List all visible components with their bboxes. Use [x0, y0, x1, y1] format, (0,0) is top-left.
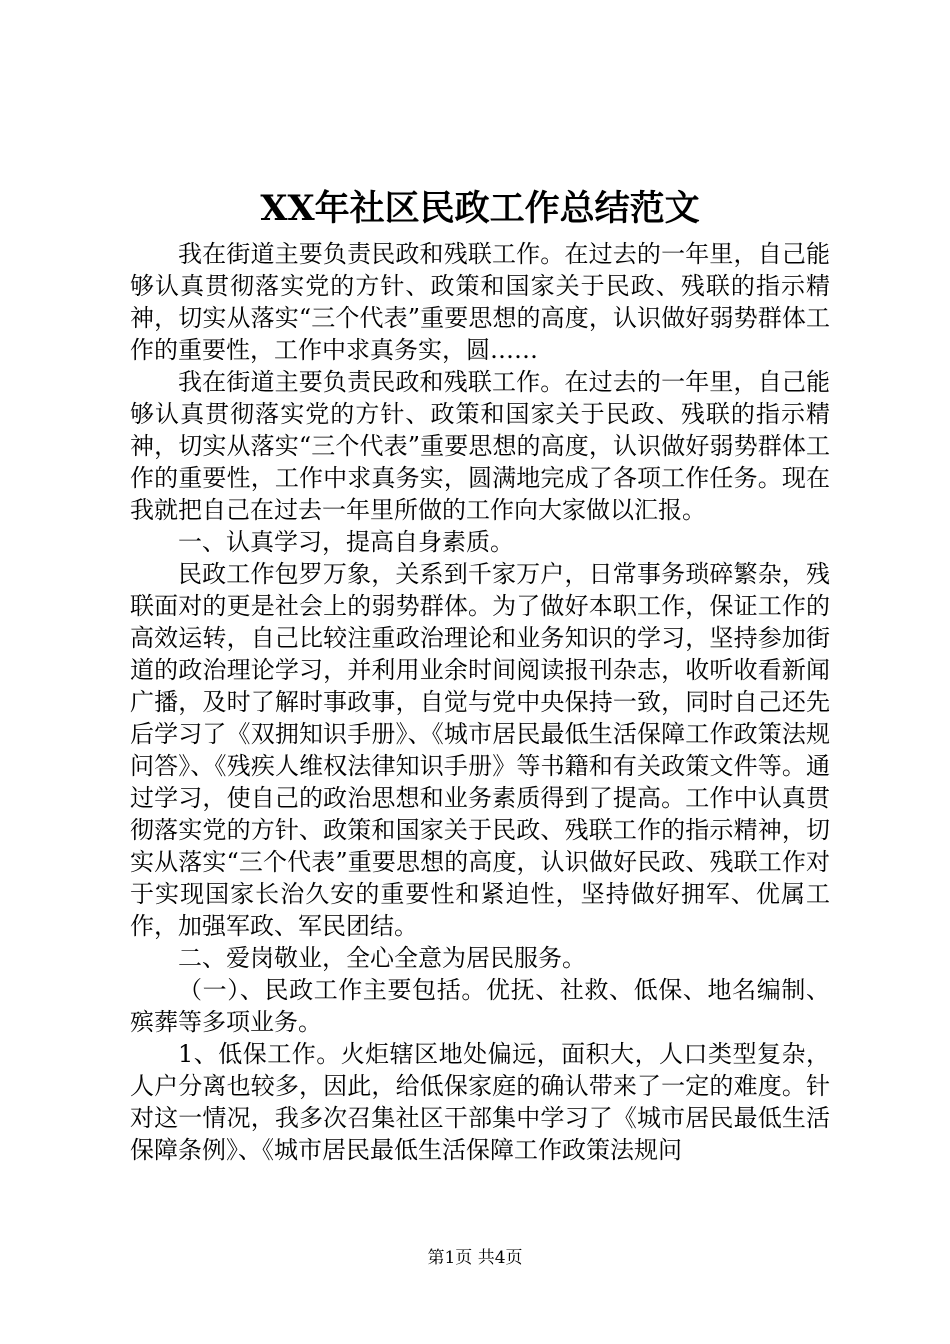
page-number-footer: 第1页 共4页 [427, 1248, 523, 1268]
section-heading-study: 一、认真学习，提高自身素质。 [178, 528, 514, 556]
paragraph-summary: 我在街道主要负责民政和残联工作。在过去的一年里，自己能够认真贯彻落实党的方针、政策和国家关于民政、残联的指示精神，切实从落实“三个代表”重要思想的高度，认识做好弱势群体工作的重要性，工作中求真务实，圆…… [130, 240, 830, 364]
paragraph-low-income: 1、低保工作。火炬辖区地处偏远，面积大，人口类型复杂，人户分离也较多，因此，给低保家庭的确认带来了一定的难度。针对这一情况，我多次召集社区干部集中学习了《城市居民最低生活保障条例》、《城市居民最低生活保障工作政策法规问 [130, 1040, 830, 1164]
paragraph-civil-affairs: （一）、民政工作主要包括。优抚、社救、低保、地名编制、殡葬等多项业务。 [130, 976, 830, 1036]
paragraph-study: 民政工作包罗万象，关系到千家万户，日常事务琐碎繁杂，残联面对的更是社会上的弱势群体。为了做好本职工作，保证工作的高效运转，自己比较注重政治理论和业务知识的学习，坚持参加街道的政治理论学习，并利用业余时间阅读报刊杂志，收听收看新闻广播，及时了解时事政事，自觉与党中央保持一致，同时自己还先后学习了《双拥知识手册》、《城市居民最低生活保障工作政策法规问答》、《残疾人维权法律知识手册》等书籍和有关政策文件等。通过学习，使自己的政治思想和业务素质得到了提高。工作中认真贯彻落实党的方针、政策和国家关于民政、残联工作的指示精神，切实从落实“三个代表”重要思想的高度，认识做好民政、残联工作对于实现国家长治久安的重要性和紧迫性，坚持做好拥军、优属工作，加强军政、军民团结。 [130, 560, 830, 940]
document-body [130, 238, 830, 1166]
paragraph-intro: 我在街道主要负责民政和残联工作。在过去的一年里，自己能够认真贯彻落实党的方针、政策和国家关于民政、残联的指示精神，切实从落实“三个代表”重要思想的高度，认识做好弱势群体工作的重要性，工作中求真务实，圆满地完成了各项工作任务。现在我就把自己在过去一年里所做的工作向大家做以汇报。 [130, 368, 830, 524]
document-title: XX年社区民政工作总结范文 [260, 188, 700, 229]
section-heading-service: 二、爱岗敬业，全心全意为居民服务。 [178, 944, 586, 972]
